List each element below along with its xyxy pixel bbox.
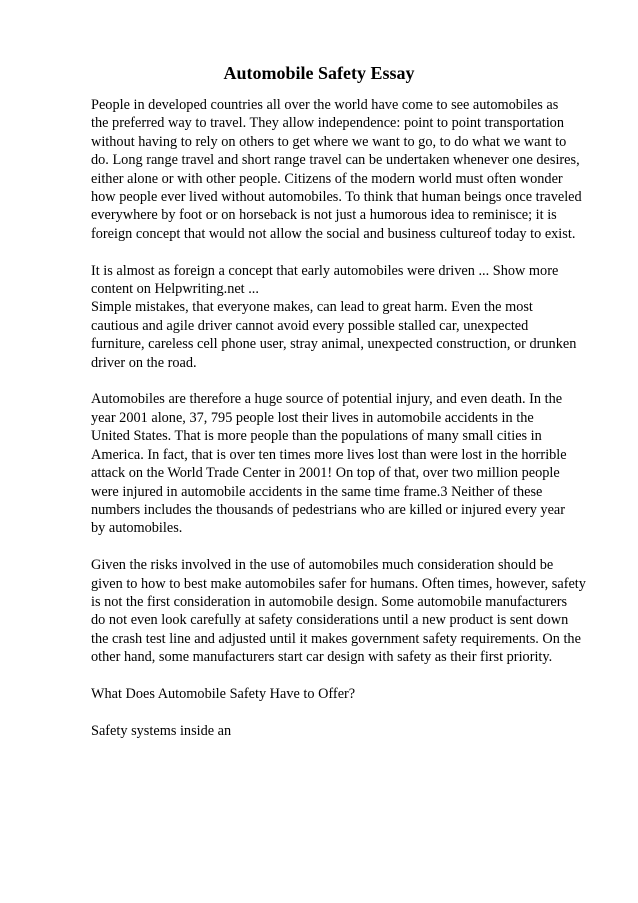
paragraph-truncated: Safety systems inside an [91,722,232,739]
paragraph-intro: People in developed countries all over the world have come to see automobiles as the preferred way to travel. They allow independence: point to point transportation without having to rely on others to get where we want to go, to do what we want to do. Long range travel and short range travel can be undertaken whenever one desires, either alone or with other people. Citizens of the modern world must often wonder how people ever lived without automobiles. To think that human beings once traveled everywhere by foot or on horseback is not just a humorous idea to reminisce; it is foreign concept that would not allow the social and business cultureof today to exist. [91,97,582,242]
section-heading: What Does Automobile Safety Have to Offer? [91,685,356,702]
document-title: Automobile Safety Essay [223,63,415,83]
paragraph-design: Given the risks involved in the use of automobiles much consideration should be given to how to best make automobiles safer for humans. Often times, however, safety is not the first consideration in automobile design. Some automobile manufacturers do not even look carefully at safety considerations until a new product is sent down the crash test line and adjusted until it makes government safety requirements. On the other hand, some manufacturers start car design with safety as their first priority. [91,557,586,666]
document-body [91,96,601,759]
paragraph-mistakes: It is almost as foreign a concept that early automobiles were driven ... Show more content on Helpwriting.net ... Simple mistakes, that everyone makes, can lead to great harm. Even the most cautious and agile driver cannot avoid every possible stalled car, unexpected furniture, careless cell phone user, stray animal, unexpected construction, or drunken driver on the road. [91,262,577,371]
paragraph-statistics: Automobiles are therefore a huge source of potential injury, and even death. In the year 2001 alone, 37, 795 people lost their lives in automobile accidents in the United States. That is more people than the populations of many small cities in America. In fact, that is over ten times more lives lost than were lost in the horrible attack on the World Trade Center in 2001! On top of that, over two million people were injured in automobile accidents in the same time frame.3 Neither of these numbers includes the thousands of pedestrians who are killed or injured every year by automobiles. [91,391,567,537]
